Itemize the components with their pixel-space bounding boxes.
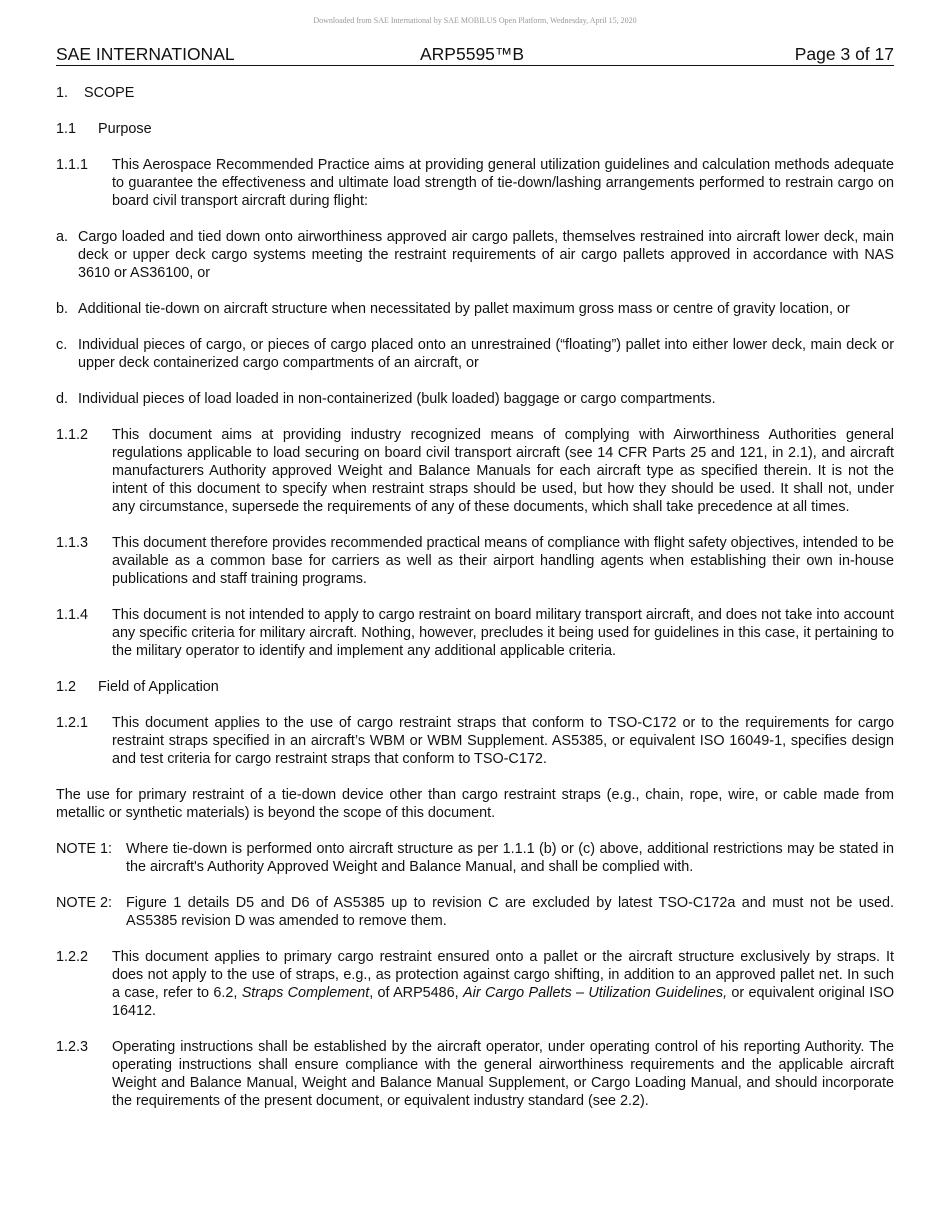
list-item-a <box>56 228 894 282</box>
list-marker: c. <box>56 337 68 353</box>
header-page-number: Page 3 of 17 <box>794 44 894 64</box>
clause-1-2-2 <box>56 948 894 1020</box>
clause-text: This document is not intended to apply to cargo restraint on board military transport aircraft, and does not take into account any specific criteria for military aircraft. Nothing, however, precludes it being used for guidelines in this case, it pertaining to the military operator to identify and implement any additional applicable criteria. <box>112 607 894 659</box>
section-number: 1. <box>56 85 69 101</box>
page-header <box>56 44 894 66</box>
document-body <box>56 84 894 1128</box>
list-item-c <box>56 336 894 372</box>
list-item-b <box>56 300 894 318</box>
list-item-text: Individual pieces of cargo, or pieces of cargo placed onto an unrestrained (“floating”) pallet into either lower deck, main deck or upper deck containerized cargo compartments of an aircraft, or <box>78 337 894 371</box>
straps-complement-title: Straps Complement <box>241 985 370 1001</box>
primary-restraint-paragraph: The use for primary restraint of a tie-down device other than cargo restraint straps (e.g., chain, rope, wire, or cable made from metallic or synthetic materials) is beyond the scope of this document. <box>56 787 894 821</box>
list-item-text: Individual pieces of load loaded in non-containerized (bulk loaded) baggage or cargo compartments. <box>78 391 716 407</box>
clause-1-2-3 <box>56 1038 894 1110</box>
clause-1-1-4 <box>56 606 894 660</box>
clause-1-1-1 <box>56 156 894 210</box>
section-number: 1.2 <box>56 679 77 695</box>
clause-text: This document applies to the use of cargo restraint straps that conform to TSO-C172 or to the requirements for cargo restraint straps specified in an aircraft’s WBM or WBM Supplement. AS5385, or equivalent ISO 16049-1, specifies design and test criteria for cargo restraint straps that conform to TSO-C172. <box>112 715 894 767</box>
clause-1-1-3 <box>56 534 894 588</box>
list-item-d <box>56 390 894 408</box>
section-title: SCOPE <box>84 85 135 101</box>
section-title: Field of Application <box>98 679 219 695</box>
note-label: NOTE 1: <box>56 841 112 857</box>
clause-number: 1.1.1 <box>56 157 89 173</box>
note-2 <box>56 894 894 930</box>
list-item-text: Additional tie-down on aircraft structure when necessitated by pallet maximum gross mass or centre of gravity location, or <box>78 301 850 317</box>
clause-number: 1.2.3 <box>56 1039 89 1055</box>
list-item-text: Cargo loaded and tied down onto airworthiness approved air cargo pallets, themselves restrained into aircraft lower deck, main deck or upper deck cargo systems meeting the restraint requirements of air cargo pallets approved in accordance with NAS 3610 or AS36100, or <box>78 229 894 281</box>
download-watermark: Downloaded from SAE International by SAE MOBILUS Open Platform, Wednesday, April 15, 2020 <box>313 16 637 25</box>
clause-1-1-2 <box>56 426 894 516</box>
clause-number: 1.1.3 <box>56 535 89 551</box>
clause-text: This document therefore provides recommended practical means of compliance with flight safety objectives, intended to be available as a common base for carriers as well as their airport handling agents when establishing their own in-house publications and staff training programs. <box>112 535 894 587</box>
clause-text: This document aims at providing industry recognized means of complying with Airworthiness Authorities general regulations applicable to load securing on board civil transport aircraft (see 14 CFR Parts 25 and 121, in 2.1), and aircraft manufacturers Authority approved Weight and Balance Manuals for each aircraft type as specified therein. It is not the intent of this document to specify when restraint straps should be used, but how they should be used. It shall not, under any circumstance, supersede the requirements of any of these documents, which shall take precedence at all times. <box>112 427 894 515</box>
clause-number: 1.2.2 <box>56 949 89 965</box>
clause-number: 1.1.2 <box>56 427 89 443</box>
arp5486-title: Air Cargo Pallets – Utilization Guidelines, <box>463 985 728 1001</box>
note-label: NOTE 2: <box>56 895 112 911</box>
section-number: 1.1 <box>56 121 77 137</box>
clause-text-part-1: This document applies to primary cargo restraint ensured onto a pallet or the aircraft structure exclusively by straps. It does not apply to the use of straps, e.g., as protection against cargo shifting, in addition to an approved pallet net. In such a case, refer to 6.2, <box>112 949 894 1001</box>
header-org: SAE INTERNATIONAL <box>56 44 235 64</box>
note-1 <box>56 840 894 876</box>
clause-text: This Aerospace Recommended Practice aims at providing general utilization guidelines and calculation methods adequate to guarantee the effectiveness and ultimate load strength of tie-down/lashing arrangements performed to restrain cargo on board civil transport aircraft during flight: <box>112 157 894 209</box>
section-1-heading <box>56 84 894 102</box>
clause-text-part-2: , of ARP5486, <box>369 985 459 1001</box>
note-text: Where tie-down is performed onto aircraft structure as per 1.1.1 (b) or (c) above, additional restrictions may be stated in the aircraft's Authority Approved Weight and Balance Manual, and shall be complied with. <box>126 841 894 875</box>
list-marker: d. <box>56 391 69 407</box>
header-doc-id: ARP5595™B <box>420 44 525 64</box>
clause-number: 1.1.4 <box>56 607 89 623</box>
section-1-2-heading <box>56 678 894 696</box>
section-1-1-heading <box>56 120 894 138</box>
clause-1-2-1 <box>56 714 894 768</box>
clause-text-part-3: or equivalent original ISO 16412. <box>112 985 895 1019</box>
clause-text: Operating instructions shall be established by the aircraft operator, under operating control of his reporting Authority. The operating instructions shall ensure compliance with the general airworthiness requirements and the applicable aircraft Weight and Balance Manual, Weight and Balance Manual Supplement, or Cargo Loading Manual, and should incorporate the requirements of the present document, or equivalent industry standard (see 2.2). <box>112 1039 894 1109</box>
note-text: Figure 1 details D5 and D6 of AS5385 up to revision C are excluded by latest TSO-C172a and must not be used. AS5385 revision D was amended to remove them. <box>126 895 894 929</box>
list-marker: b. <box>56 301 69 317</box>
clause-number: 1.2.1 <box>56 715 89 731</box>
list-marker: a. <box>56 229 69 245</box>
section-title: Purpose <box>98 121 152 137</box>
